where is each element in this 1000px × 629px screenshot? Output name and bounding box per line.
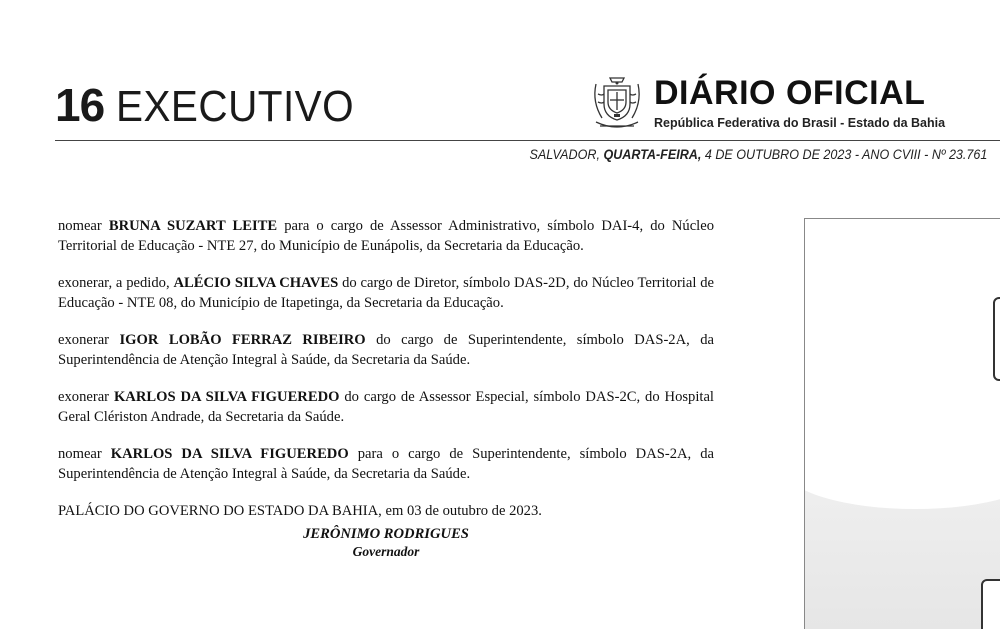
act-verb: exonerar, a pedido,: [58, 275, 170, 291]
header-divider: [55, 140, 1000, 141]
act-text: do cargo de Diretor, símbolo DAS-2D, do Núcleo Territorial de Educação - NTE 08, do Município de Itapetinga, da Secretaria da Educação.: [58, 275, 714, 311]
panel-tab-bottom: [981, 579, 1000, 629]
act-paragraph: [58, 217, 714, 256]
dateline-city: SALVADOR,: [529, 147, 600, 162]
masthead: [590, 72, 1000, 134]
act-paragraph: [58, 331, 714, 370]
act-paragraph: [58, 445, 714, 484]
act-verb: exonerar: [58, 332, 110, 348]
person-name: IGOR LOBÃO FERRAZ RIBEIRO: [119, 332, 366, 348]
act-paragraph: [58, 388, 714, 427]
person-name: KARLOS DA SILVA FIGUEREDO: [110, 446, 349, 462]
coat-of-arms-icon: [590, 74, 644, 132]
act-paragraph: [58, 274, 714, 313]
act-text: do cargo de Superintendente, símbolo DAS-2A, da Superintendência de Atenção Integral à Saúde, da Secretaria da Saúde.: [58, 332, 714, 368]
person-name: ALÉCIO SILVA CHAVES: [173, 275, 339, 291]
signature-block: [58, 526, 714, 560]
act-text: para o cargo de Assessor Administrativo, símbolo DAI-4, do Núcleo Territorial de Educação - NTE 27, do Município de Eunápolis, da Secretaria da Educação.: [58, 218, 715, 254]
dateline-weekday: QUARTA-FEIRA,: [603, 147, 701, 162]
act-verb: nomear: [58, 218, 102, 234]
dateline-details: 4 DE OUTUBRO DE 2023 - ANO CVIII - Nº 23.761: [704, 147, 987, 162]
act-text: do cargo de Assessor Especial, símbolo DAS-2C, do Hospital Geral Clériston Andrade, da Secretaria da Saúde.: [58, 389, 714, 425]
signatory-name: JERÔNIMO RODRIGUES: [303, 525, 469, 542]
side-panel: [804, 218, 1000, 629]
act-text: para o cargo de Superintendente, símbolo DAS-2A, da Superintendência de Atenção Integral à Saúde, da Secretaria da Saúde.: [58, 446, 714, 482]
dateline: [529, 147, 987, 162]
section-header: [55, 78, 375, 134]
panel-tab-top: [993, 297, 1000, 381]
brand-subtitle: República Federativa do Brasil - Estado da Bahia: [654, 116, 946, 130]
closing-line: PALÁCIO DO GOVERNO DO ESTADO DA BAHIA, em 03 de outubro de 2023.: [58, 503, 542, 519]
act-verb: nomear: [58, 446, 102, 462]
act-verb: exonerar: [58, 389, 110, 405]
page-number: 16: [55, 79, 105, 131]
section-title: EXECUTIVO: [116, 82, 355, 131]
document-body: [58, 217, 714, 560]
panel-curve: [804, 429, 1000, 509]
person-name: BRUNA SUZART LEITE: [108, 218, 278, 234]
signatory-role: Governador: [352, 543, 420, 559]
brand-title: DIÁRIO OFICIAL: [654, 74, 926, 112]
person-name: KARLOS DA SILVA FIGUEREDO: [113, 389, 340, 405]
